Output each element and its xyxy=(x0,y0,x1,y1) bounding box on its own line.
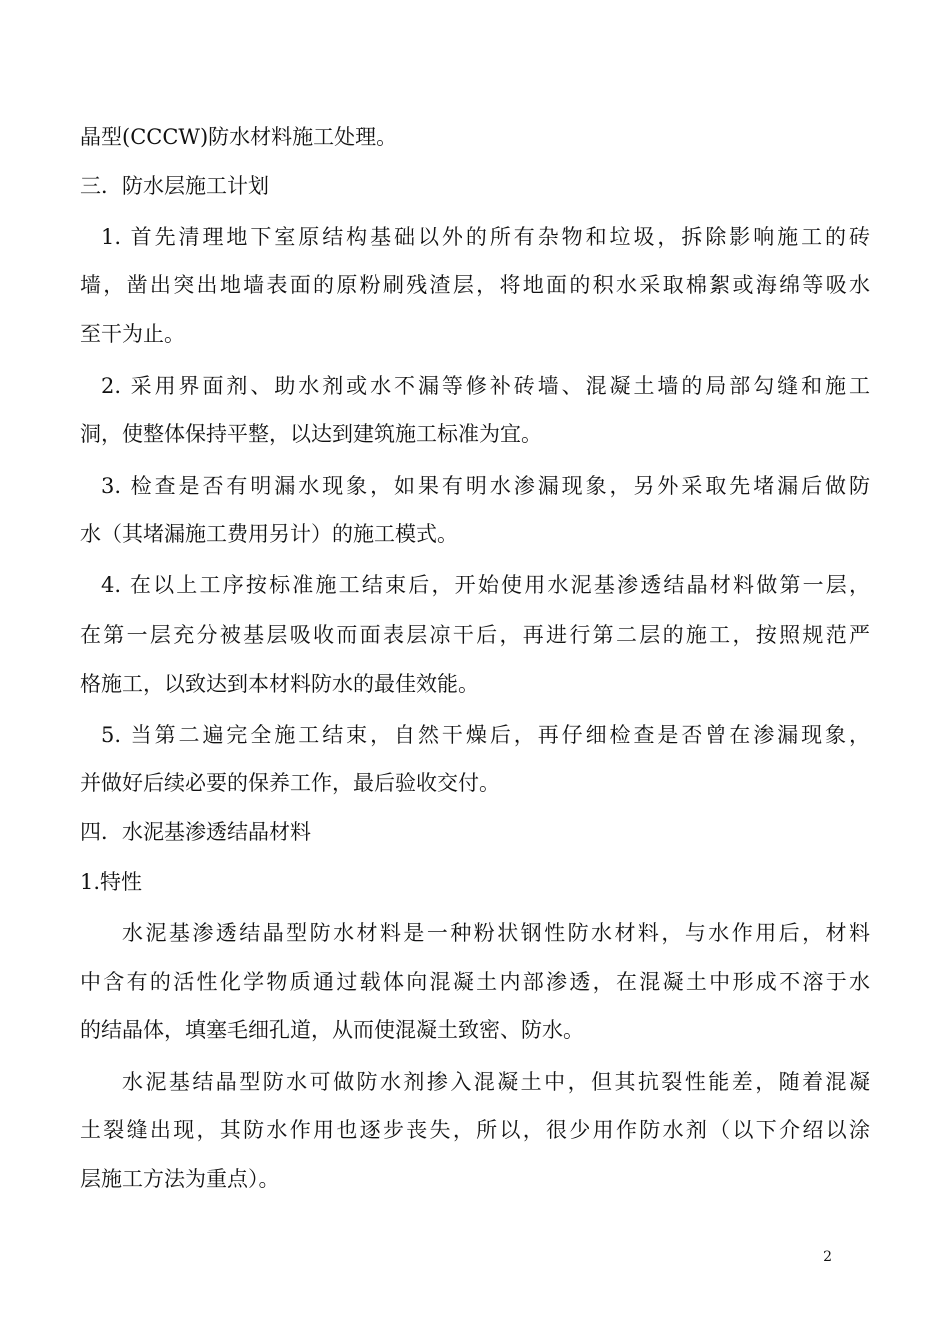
text-line: 水泥基结晶型防水可做防水剂掺入混凝土中，但其抗裂性能差，随着混凝 xyxy=(122,1070,870,1094)
text-line: 晶型(CCCW)防水材料施工处理。 xyxy=(80,125,398,149)
text-line: 的结晶体，填塞毛细孔道，从而使混凝土致密、防水。 xyxy=(80,1018,584,1042)
text-line: 1. 首先清理地下室原结构基础以外的所有杂物和垃圾，拆除影响施工的砖 xyxy=(101,225,870,249)
text-line: 至干为止。 xyxy=(80,322,185,346)
text-line: 2. 采用界面剂、助水剂或水不漏等修补砖墙、混凝土墙的局部勾缝和施工 xyxy=(101,374,870,398)
subsection-heading: 1.特性 xyxy=(80,870,143,894)
text-line: 土裂缝出现，其防水作用也逐步丧失，所以，很少用作防水剂（以下介绍以涂 xyxy=(80,1118,870,1142)
text-line: 水泥基渗透结晶型防水材料是一种粉状钢性防水材料，与水作用后，材料 xyxy=(122,921,870,945)
text-line: 洞，使整体保持平整，以达到建筑施工标准为宜。 xyxy=(80,422,542,446)
text-line: 层施工方法为重点）。 xyxy=(80,1167,280,1191)
text-line: 水（其堵漏施工费用另计）的施工模式。 xyxy=(80,522,458,546)
text-line: 3. 检查是否有明漏水现象，如果有明水渗漏现象，另外采取先堵漏后做防 xyxy=(101,474,870,498)
text-line: 中含有的活性化学物质通过载体向混凝土内部渗透，在混凝土中形成不溶于水 xyxy=(80,970,870,994)
text-line: 4. 在以上工序按标准施工结束后，开始使用水泥基渗透结晶材料做第一层， xyxy=(101,573,870,597)
text-line: 格施工，以致达到本材料防水的最佳效能。 xyxy=(80,672,479,696)
section-heading: 三．防水层施工计划 xyxy=(80,174,269,198)
text-line: 并做好后续必要的保养工作，最后验收交付。 xyxy=(80,771,500,795)
section-heading: 四．水泥基渗透结晶材料 xyxy=(80,820,311,844)
text-line: 5. 当第二遍完全施工结束，自然干燥后，再仔细检查是否曾在渗漏现象， xyxy=(101,723,870,747)
page-number: 2 xyxy=(823,1249,832,1265)
text-line: 在第一层充分被基层吸收而面表层凉干后，再进行第二层的施工，按照规范严 xyxy=(80,623,870,647)
text-line: 墙，凿出突出地墙表面的原粉刷残渣层，将地面的积水采取棉絮或海绵等吸水 xyxy=(80,273,870,297)
